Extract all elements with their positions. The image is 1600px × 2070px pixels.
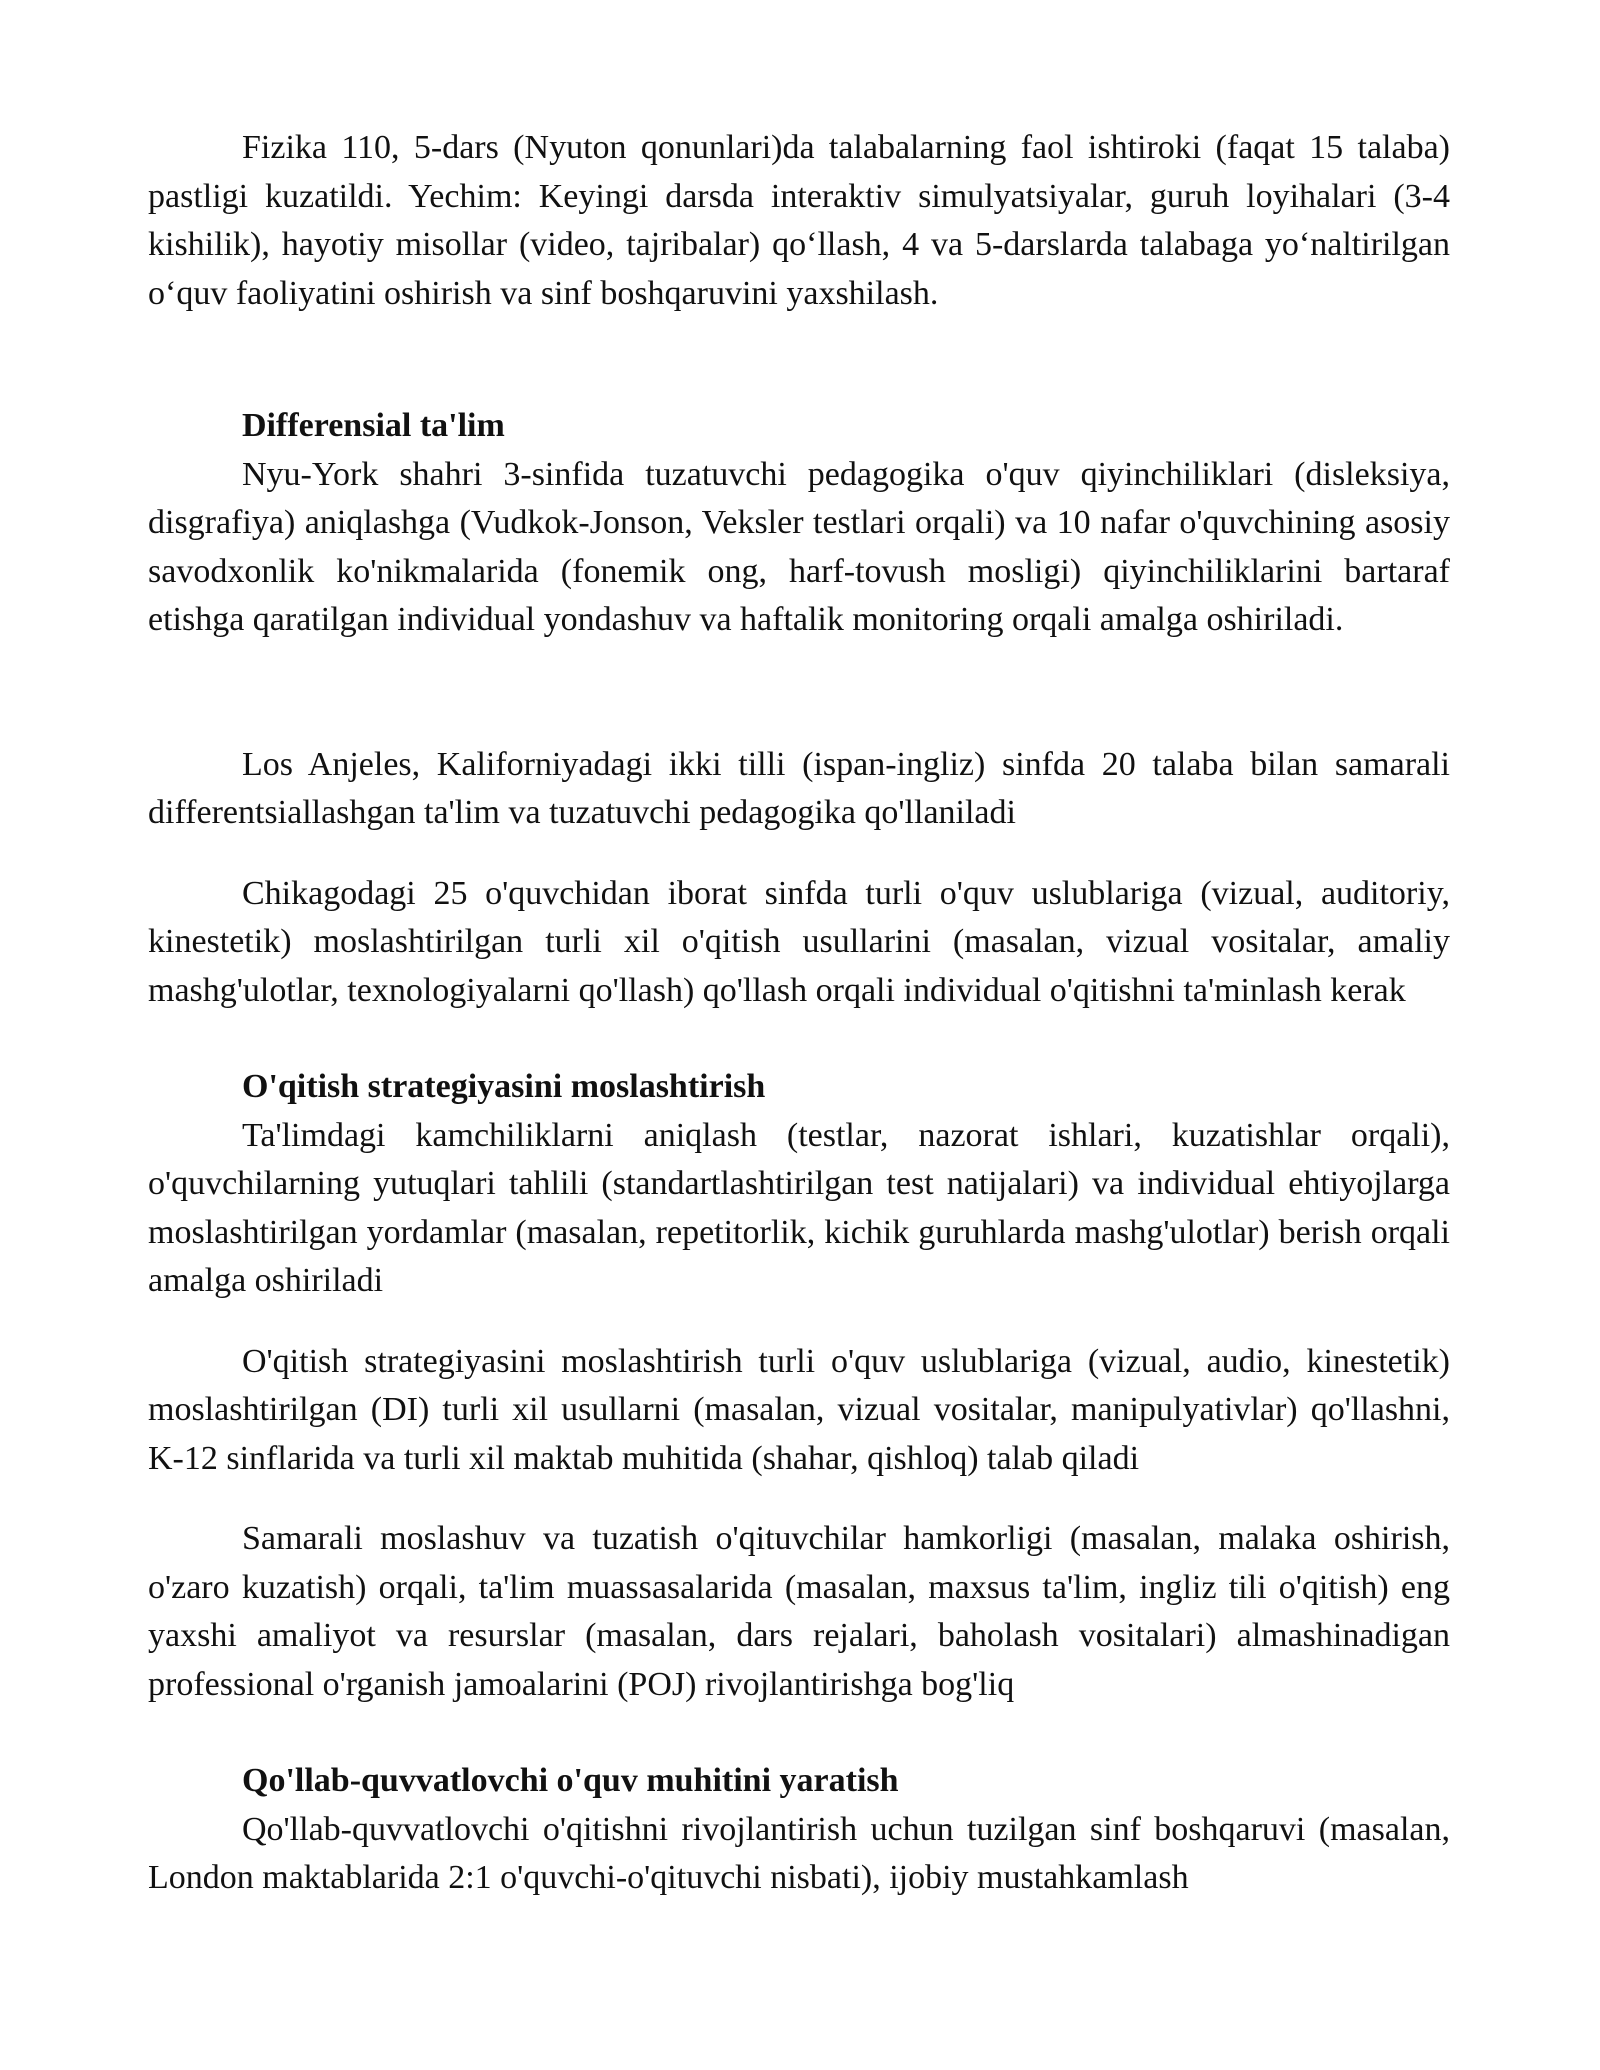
spacer bbox=[148, 1483, 1450, 1515]
document-body bbox=[148, 124, 1450, 1903]
paragraph-chikago: Chikagodagi 25 o'quvchidan iborat sinfda turli o'quv uslublariga (vizual, auditoriy, kinestetik) moslashtirilgan turli xil o'qitish usullarini (masalan, vizual vositalar, amaliy mashg'ulotlar, texnologiyalarni qo'llash) qo'llash orqali individual o'qitishni ta'minlash kerak bbox=[148, 874, 1450, 1009]
section-heading-differensial: Differensial ta'lim bbox=[242, 407, 505, 444]
spacer bbox=[148, 838, 1450, 870]
paragraph-samarali: Samarali moslashuv va tuzatish o'qituvchilar hamkorligi (masalan, malaka oshirish, o'zaro kuzatish) orqali, ta'lim muassasalarida (masalan, maxsus ta'lim, ingliz tili o'qitish) eng yaxshi amaliyot va resurslar (masalan, dars rejalari, baholash vositalari) almashinadigan professional o'rganish jamoalarini (POJ) rivojlantirishga bog'liq bbox=[148, 1520, 1450, 1703]
spacer bbox=[148, 645, 1450, 741]
paragraph-los-anjeles: Los Anjeles, Kaliforniyadagi ikki tilli (ispan-ingliz) sinfda 20 talaba bilan samarali differentsiallashgan ta'lim va tuzatuvchi pedagogika qo'llaniladi bbox=[148, 745, 1450, 831]
paragraph-kamchilik: Ta'limdagi kamchiliklarni aniqlash (testlar, nazorat ishlari, kuzatishlar orqali), o'quvchilarning yutuqlari tahlili (standartlashtirilgan test natijalari) va individual ehtiyojlarga moslashtirilgan yordamlar (masalan, repetitorlik, kichik guruhlarda mashg'ulotlar) berish orqali amalga oshiriladi bbox=[148, 1116, 1450, 1299]
paragraph-strategiya: O'qitish strategiyasini moslashtirish turli o'quv uslublariga (vizual, audio, kinestetik) moslashtirilgan (DI) turli xil usullarni (masalan, vizual vositalar, manipulyativlar) qo'llashni, K-12 sinflarida va turli xil maktab muhitida (shahar, qishloq) talab qiladi bbox=[148, 1342, 1450, 1477]
paragraph-nyu-york: Nyu-York shahri 3-sinfida tuzatuvchi pedagogika o'quv qiyinchiliklari (disleksiya, disgrafiya) aniqlashga (Vudkok-Jonson, Veksler testlari orqali) va 10 nafar o'quvchining asosiy savodxonlik ko'nikmalarida (fonemik ong, harf-tovush mosligi) qiyinchiliklarini bartaraf etishga qaratilgan individual yondashuv va haftalik monitoring orqali amalga oshiriladi. bbox=[148, 455, 1450, 638]
paragraph-fizika: Fizika 110, 5-dars (Nyuton qonunlari)da talabalarning faol ishtiroki (faqat 15 talaba) pastligi kuzatildi. Yechim: Keyingi darsda interaktiv simulyatsiyalar, guruh loyihalari (3-4 kishilik), hayotiy misollar (video, tajribalar) qo‘llash, 4 va 5-darslarda talabaga yo‘naltirilgan o‘quv faoliyatini oshirish va sinf boshqaruvini yaxshilash. bbox=[148, 129, 1450, 312]
section-heading-strategiya: O'qitish strategiyasini moslashtirish bbox=[242, 1068, 766, 1105]
spacer bbox=[148, 1015, 1450, 1063]
spacer bbox=[148, 1709, 1450, 1757]
paragraph-muhit: Qo'llab-quvvatlovchi o'qitishni rivojlantirish uchun tuzilgan sinf boshqaruvi (masalan, London maktablarida 2:1 o'quvchi-o'qituvchi nisbati), ijobiy mustahkamlash bbox=[148, 1810, 1450, 1896]
section-heading-muhit: Qo'llab-quvvatlovchi o'quv muhitini yaratish bbox=[242, 1762, 899, 1799]
spacer bbox=[148, 1306, 1450, 1338]
spacer bbox=[148, 318, 1450, 402]
